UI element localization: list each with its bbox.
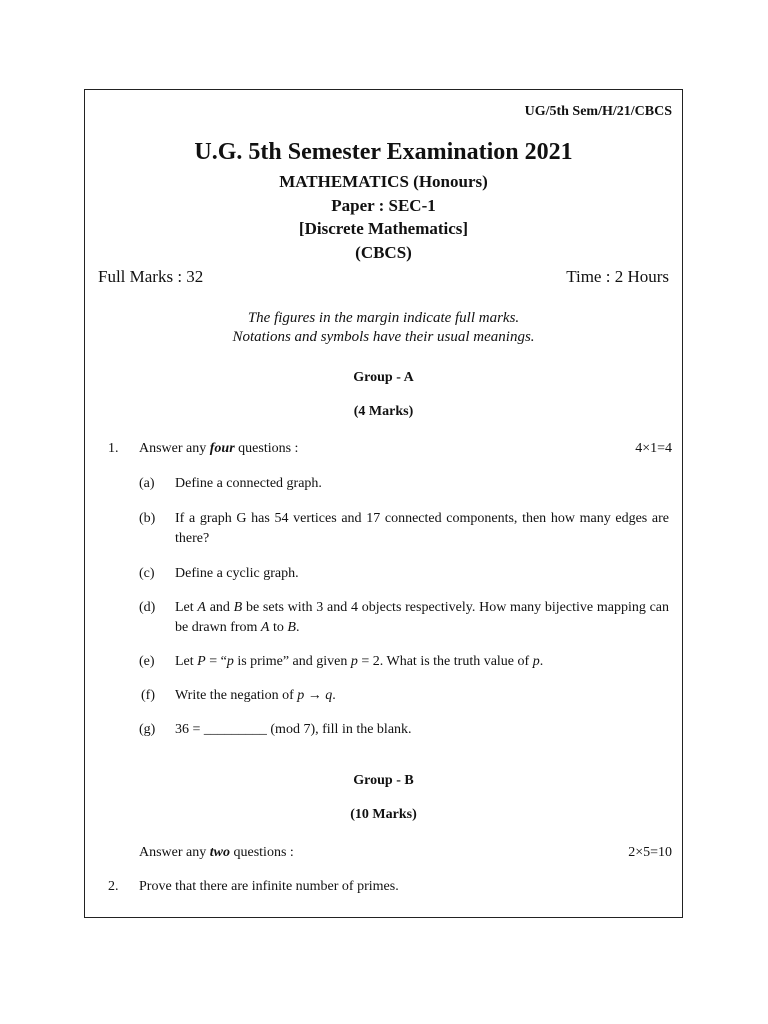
item-label: (e) <box>139 654 155 669</box>
item-label: (a) <box>139 476 155 491</box>
marks-formula: 4×1=4 <box>635 441 672 456</box>
question-number: 1. <box>108 441 119 456</box>
full-marks: Full Marks : 32 <box>98 267 204 286</box>
item-label: (c) <box>139 566 155 581</box>
item-label: (f) <box>141 688 155 703</box>
group-a-marks: (4 Marks) <box>353 404 414 419</box>
instruction-note: The figures in the margin indicate full marks. <box>247 310 520 326</box>
instruction-note: Notations and symbols have their usual meanings. <box>232 329 535 345</box>
item-label: (b) <box>139 511 156 526</box>
question-instruction: Answer any four questions : <box>139 441 299 456</box>
exam-time: Time : 2 Hours <box>566 267 669 286</box>
item-label: (d) <box>139 600 156 615</box>
question-text: Let A and B be sets with 3 and 4 objects respectively. How many bijective mapping can be drawn from A to B. <box>175 600 670 635</box>
question-text: Write the negation of p → q. <box>175 688 336 703</box>
question-number: 2. <box>108 879 119 894</box>
question-text: If a graph G has 54 vertices and 17 connected components, then how many edges are there? <box>175 511 669 546</box>
marks-formula: 2×5=10 <box>628 845 672 860</box>
subject-title: MATHEMATICS (Honours) <box>279 172 488 191</box>
question-instruction: Answer any two questions : <box>139 845 294 860</box>
question-text: 36 = _________ (mod 7), fill in the blank. <box>175 722 412 737</box>
course-name: [Discrete Mathematics] <box>298 219 469 238</box>
scheme-label: (CBCS) <box>355 243 412 262</box>
question-text: Prove that there are infinite number of primes. <box>139 879 399 894</box>
group-b-title: Group - B <box>353 773 414 788</box>
paper-code: UG/5th Sem/H/21/CBCS <box>524 104 672 119</box>
group-b-marks: (10 Marks) <box>350 807 417 822</box>
exam-title: U.G. 5th Semester Examination 2021 <box>194 139 573 165</box>
question-text: Define a connected graph. <box>175 476 322 491</box>
group-a-title: Group - A <box>353 370 414 385</box>
item-label: (g) <box>139 722 156 737</box>
question-text: Let P = “p is prime” and given p = 2. What is the truth value of p. <box>175 654 544 669</box>
paper-name: Paper : SEC-1 <box>331 196 436 215</box>
question-text: Define a cyclic graph. <box>175 566 299 581</box>
